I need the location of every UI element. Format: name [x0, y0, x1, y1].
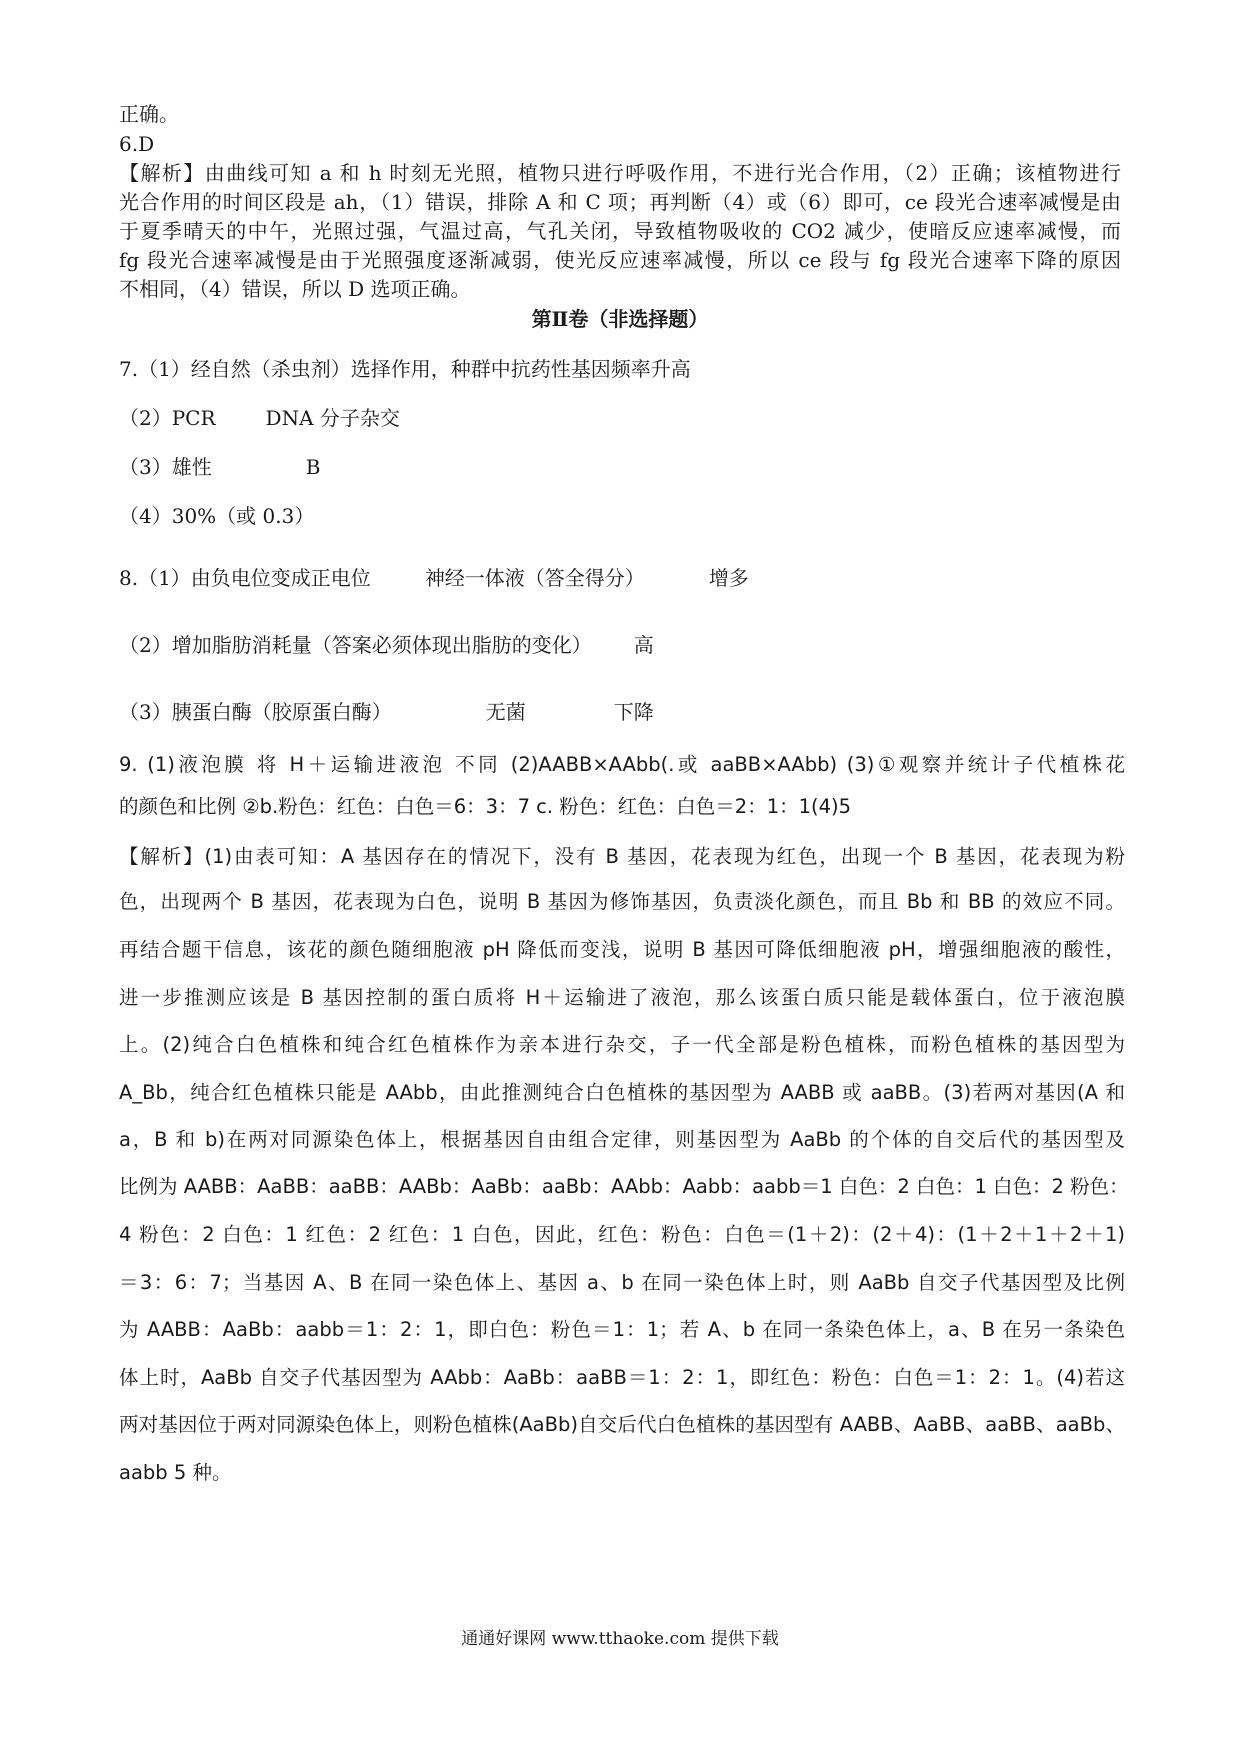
q8-part1	[119, 565, 749, 591]
q8-part3-a: （3）胰蛋白酶（胶原蛋白酶）	[119, 700, 392, 724]
q9-analysis-line: 进一步推测应该是 B 基因控制的蛋白质将 H＋运输进了液泡，那么该蛋白质只能是载体蛋白，位于液泡膜	[119, 986, 1125, 1009]
q9-analysis-line: 色，出现两个 B 基因，花表现为白色，说明 B 基因为修饰基因，负责淡化颜色，而且 Bb 和 BB 的效应不同。	[119, 890, 1125, 913]
section-title: 第Ⅱ卷（非选择题）	[531, 307, 709, 331]
q6-analysis-line: fg 段光合速率减慢是由于光照强度逐渐减弱，使光反应速率减慢，所以 ce 段与 fg 段光合速率下降的原因	[119, 248, 1121, 272]
q6-answer: 6.D	[119, 132, 155, 156]
q5-tail: 正确。	[119, 102, 179, 126]
q9-analysis-line: A_Bb，纯合红色植株只能是 AAbb，由此推测纯合白色植株的基因型为 AABB 或 aaBB。(3)若两对基因(A 和	[119, 1081, 1125, 1104]
q8-part3-c: 下降	[613, 700, 654, 724]
q9-analysis-line: 体上时，AaBb 自交子代基因型为 AAbb：AaBb：aaBB＝1：2：1，即红色：粉色：白色＝1：2：1。(4)若这	[119, 1366, 1125, 1389]
q9-analysis-line: 上。(2)纯合白色植株和纯合红色植株作为亲本进行杂交，子一代全部是粉色植株，而粉色植株的基因型为	[119, 1033, 1125, 1056]
q9-analysis-line: aabb 5 种。	[119, 1461, 232, 1484]
q8-part3-b: 无菌	[485, 700, 526, 724]
q8-part1-b: 神经一体液（答全得分）	[424, 566, 645, 590]
q9-analysis-line: a，B 和 b)在两对同源染色体上，根据基因自由组合定律，则基因型为 AaBb 的个体的自交后代的基因型及	[119, 1128, 1125, 1151]
q8-part2-b: 高	[633, 633, 654, 657]
q8-part1-c: 增多	[708, 566, 749, 590]
q6-analysis-line: 光合作用的时间区段是 ah，（1）错误，排除 A 和 C 项；再判断（4）或（6）即可，ce 段光合速率减慢是由	[119, 190, 1121, 214]
q9-analysis-line: 两对基因位于两对同源染色体上，则粉色植株(AaBb)自交后代白色植株的基因型有 AABB、AaBB、aaBB、aaBb、	[119, 1413, 1125, 1436]
q7-part4: （4）30%（或 0.3）	[119, 504, 315, 528]
q6-analysis-line: 于夏季晴天的中午，光照过强，气温过高，气孔关闭，导致植物吸收的 CO2 减少，使暗反应速率减慢，而	[119, 219, 1121, 243]
q8-part1-a: 8.（1）由负电位变成正电位	[119, 566, 371, 590]
q9-analysis-line: 比例为 AABB：AaBB：aaBB：AABb：AaBb：aaBb：AAbb：Aabb：aabb＝1 白色：2 白色：1 白色：2 粉色：	[119, 1175, 1129, 1198]
q9-analysis-line: 【解析】(1)由表可知：A 基因存在的情况下，没有 B 基因，花表现为红色，出现一个 B 基因，花表现为粉	[119, 845, 1125, 868]
q7-part2	[119, 405, 400, 431]
q9-analysis-line: ＝3：6：7；当基因 A、B 在同一染色体上、基因 a、b 在同一染色体上时，则 AaBb 自交子代基因型及比例	[119, 1271, 1125, 1294]
q7-part2-answer: DNA 分子杂交	[265, 406, 400, 430]
q7-part1: 7.（1）经自然（杀虫剂）选择作用，种群中抗药性基因频率升高	[119, 357, 691, 381]
q7-part3	[119, 454, 320, 480]
q9-answer-line: 9. (1)液泡膜 将 H＋运输进液泡 不同 (2)AABB×AAbb(.或 aaBB×AAbb) (3)①观察并统计子代植株花	[119, 753, 1125, 776]
q7-part3-label: （3）雄性	[119, 455, 212, 479]
q6-analysis-line: 不相同，（4）错误，所以 D 选项正确。	[119, 277, 471, 301]
q9-answer-line: 的颜色和比例 ②b.粉色：红色：白色＝6：3：7 c. 粉色：红色：白色＝2：1：1(4)5	[119, 795, 852, 818]
q9-analysis-line: 再结合题干信息，该花的颜色随细胞液 pH 降低而变浅，说明 B 基因可降低细胞液 pH，增强细胞液的酸性，	[119, 938, 1125, 961]
q8-part2	[119, 632, 654, 658]
q9-analysis-line: 4 粉色：2 白色：1 红色：2 红色：1 白色，因此，红色：粉色：白色＝(1＋2)：(2＋4)：(1＋2＋1＋2＋1)	[119, 1223, 1125, 1246]
page-footer: 通通好课网 www.tthaoke.com 提供下载	[461, 1629, 779, 1649]
q9-analysis-line: 为 AABB：AaBb：aabb＝1：2：1，即白色：粉色＝1：1；若 A、b 在同一条染色体上，a、B 在另一条染色	[119, 1318, 1125, 1341]
q6-analysis-line: 【解析】由曲线可知 a 和 h 时刻无光照，植物只进行呼吸作用，不进行光合作用，（2）正确；该植物进行	[119, 161, 1121, 185]
q7-part2-label: （2）PCR	[119, 406, 216, 430]
q7-part3-answer: B	[305, 455, 321, 479]
q8-part2-a: （2）增加脂肪消耗量（答案必须体现出脂肪的变化）	[119, 633, 592, 657]
q8-part3	[119, 699, 654, 725]
